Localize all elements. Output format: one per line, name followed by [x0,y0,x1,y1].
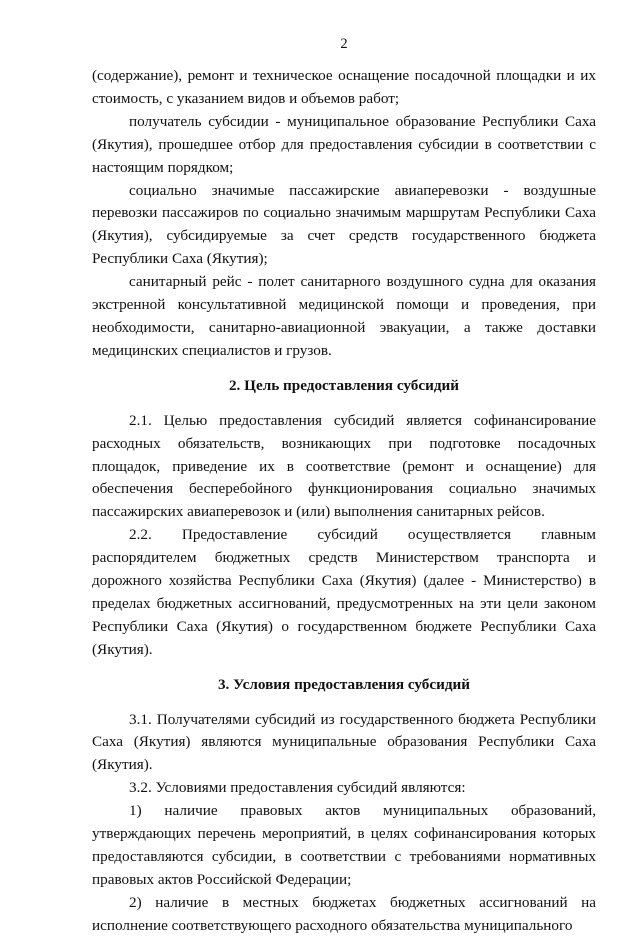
paragraph-definition-sanitary-flight: санитарный рейс - полет санитарного воздушного судна для оказания экстренной консультативной медицинской помощи и проведения, при необходимости, санитарно-авиационной эвакуации, а также доставки медицинских специалистов и грузов. [92,273,596,359]
section-2-heading: 2. Цель предоставления субсидий [228,376,460,394]
paragraph-definition-recipient: получатель субсидии - муниципальное образование Республики Саха (Якутия), прошедшее отбор для предоставления субсидии в соответствии с настоящим порядком; [92,112,596,176]
paragraph-2-2: 2.2. Предоставление субсидий осуществляется главным распорядителем бюджетных средств Министерством транспорта и дорожного хозяйства Республики Саха (Якутия) (далее - Министерство) в пределах бюджетных ассигнований, предусмотренных на эти цели законом Республики Саха (Якутия) о государственном бюджете Республики Саха (Якутия). [92,526,596,658]
paragraph-definition-continued: (содержание), ремонт и техническое оснащение посадочной площадки и их стоимость, с указанием видов и объемов работ; [92,67,596,107]
document-page [92,34,596,938]
paragraph-3-1: 3.1. Получателями субсидий из государственного бюджета Республики Саха (Якутия) являются муниципальные образования Республики Саха (Якутия). [92,710,596,774]
paragraph-3-2-item-1: 1) наличие правовых актов муниципальных образований, утверждающих перечень мероприятий, в целях софинансирования которых предоставляются субсидии, в соответствии с требованиями нормативных правовых актов Российской Федерации; [92,802,596,888]
section-3-heading: 3. Условия предоставления субсидий [217,675,471,693]
paragraph-definition-air-transport: социально значимые пассажирские авиаперевозки - воздушные перевозки пассажиров по социально значимым маршрутам Республики Саха (Якутия), субсидируемые за счет средств государственного бюджета Республики Саха (Якутия); [92,181,596,268]
paragraph-3-2: 3.2. Условиями предоставления субсидий являются: [129,779,466,797]
paragraph-2-1: 2.1. Целью предоставления субсидий является софинансирование расходных обязательств, возникающих при подготовке посадочных площадок, приведение их в соответствие (ремонт и оснащение) для обеспечения бесперебойного функционирования социально значимых пассажирских авиаперевозок и (или) выполнения санитарных рейсов. [92,411,596,521]
paragraph-3-2-item-2: 2) наличие в местных бюджетах бюджетных ассигнований на исполнение соответствующего расходного обязательства муниципального [92,893,596,934]
page-number: 2 [340,36,348,52]
